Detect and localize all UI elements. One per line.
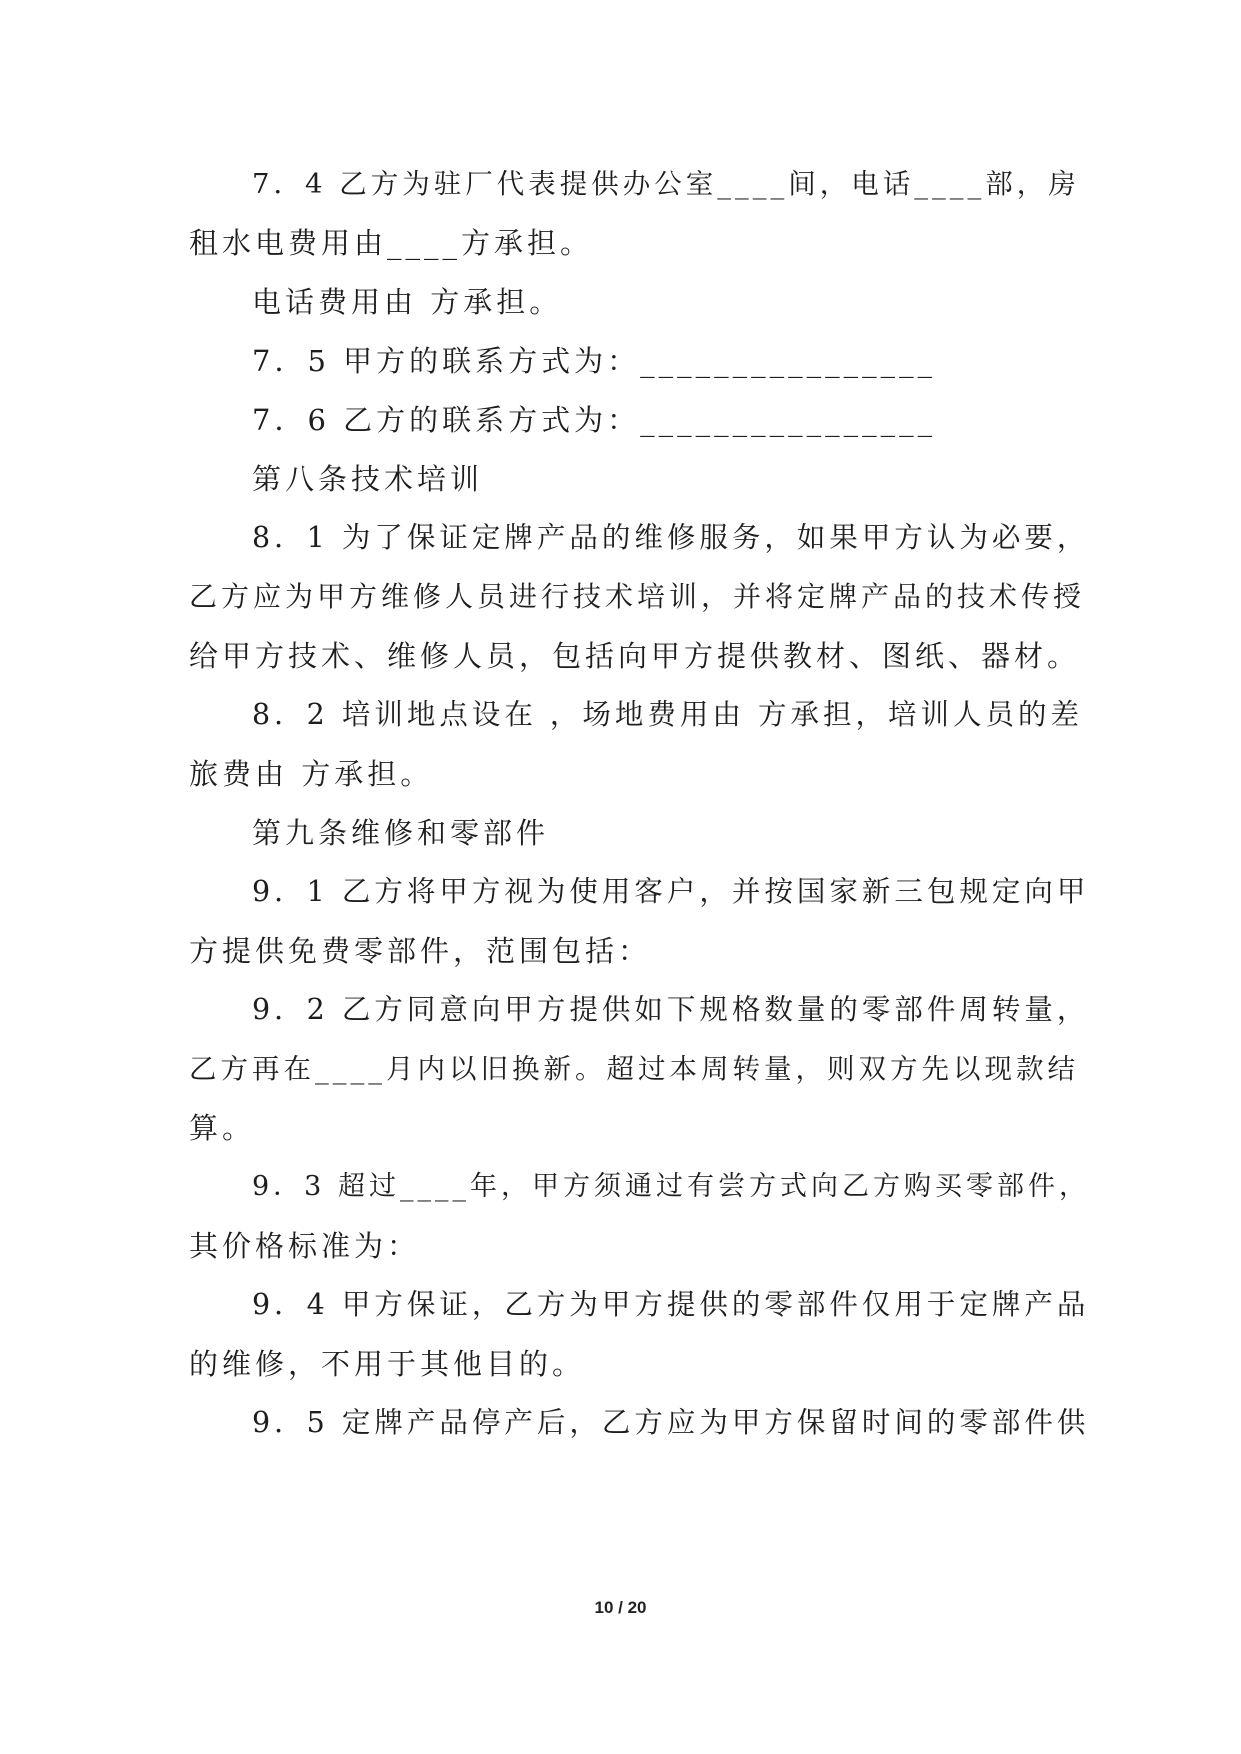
paragraph-8-1-line-3: 给甲方技术、维修人员，包括向甲方提供教材、图纸、器材。 (189, 639, 1081, 673)
paragraph-8-2-line-2: 旅费由 方承担。 (189, 757, 434, 791)
paragraph-phone-fee: 电话费用由 方承担。 (252, 285, 563, 319)
paragraph-9-1-line-1: 9．1 乙方将甲方视为使用客户，并按国家新三包规定向甲 (252, 875, 1090, 908)
section-heading-article-9: 第九条维修和零部件 (252, 816, 550, 850)
page-number: 10 / 20 (594, 1598, 647, 1617)
paragraph-9-1-line-2: 方提供免费零部件，范围包括： (189, 934, 652, 968)
paragraph-9-2-line-1: 9．2 乙方同意向甲方提供如下规格数量的零部件周转量， (252, 993, 1090, 1026)
paragraph-8-2-line-1: 8．2 培训地点设在 ，场地费用由 方承担，培训人员的差 (252, 698, 1083, 731)
paragraph-9-3-line-1: 9．3 超过____年，甲方须通过有尝方式向乙方购买零部件， (252, 1171, 1090, 1202)
paragraph-9-3-line-2: 其价格标准为： (189, 1229, 421, 1263)
paragraph-7-6: 7．6 乙方的联系方式为：________________ (252, 403, 937, 437)
paragraph-9-2-line-3: 算。 (189, 1111, 256, 1145)
paragraph-8-1-line-1: 8．1 为了保证定牌产品的维修服务，如果甲方认为必要， (252, 521, 1090, 554)
paragraph-8-1-line-2: 乙方应为甲方维修人员进行技术培训，并将定牌产品的技术传授 (189, 580, 1086, 613)
paragraph-7-5: 7．5 甲方的联系方式为：________________ (252, 344, 937, 378)
section-heading-article-8: 第八条技术培训 (252, 462, 484, 496)
paragraph-9-4-line-1: 9．4 甲方保证，乙方为甲方提供的零部件仅用于定牌产品 (252, 1288, 1090, 1321)
paragraph-9-4-line-2: 的维修，不用于其他目的。 (189, 1347, 586, 1381)
paragraph-7-4-line-1: 7．4 乙方为驻厂代表提供办公室____间，电话____部，房 (252, 168, 1080, 200)
paragraph-7-4-line-2: 租水电费用由____方承担。 (189, 226, 594, 260)
paragraph-9-5-line-1: 9．5 定牌产品停产后，乙方应为甲方保留时间的零部件供 (252, 1406, 1090, 1439)
paragraph-9-2-line-2: 乙方再在____月内以旧换新。超过本周转量，则双方先以现款结 (189, 1053, 1079, 1085)
